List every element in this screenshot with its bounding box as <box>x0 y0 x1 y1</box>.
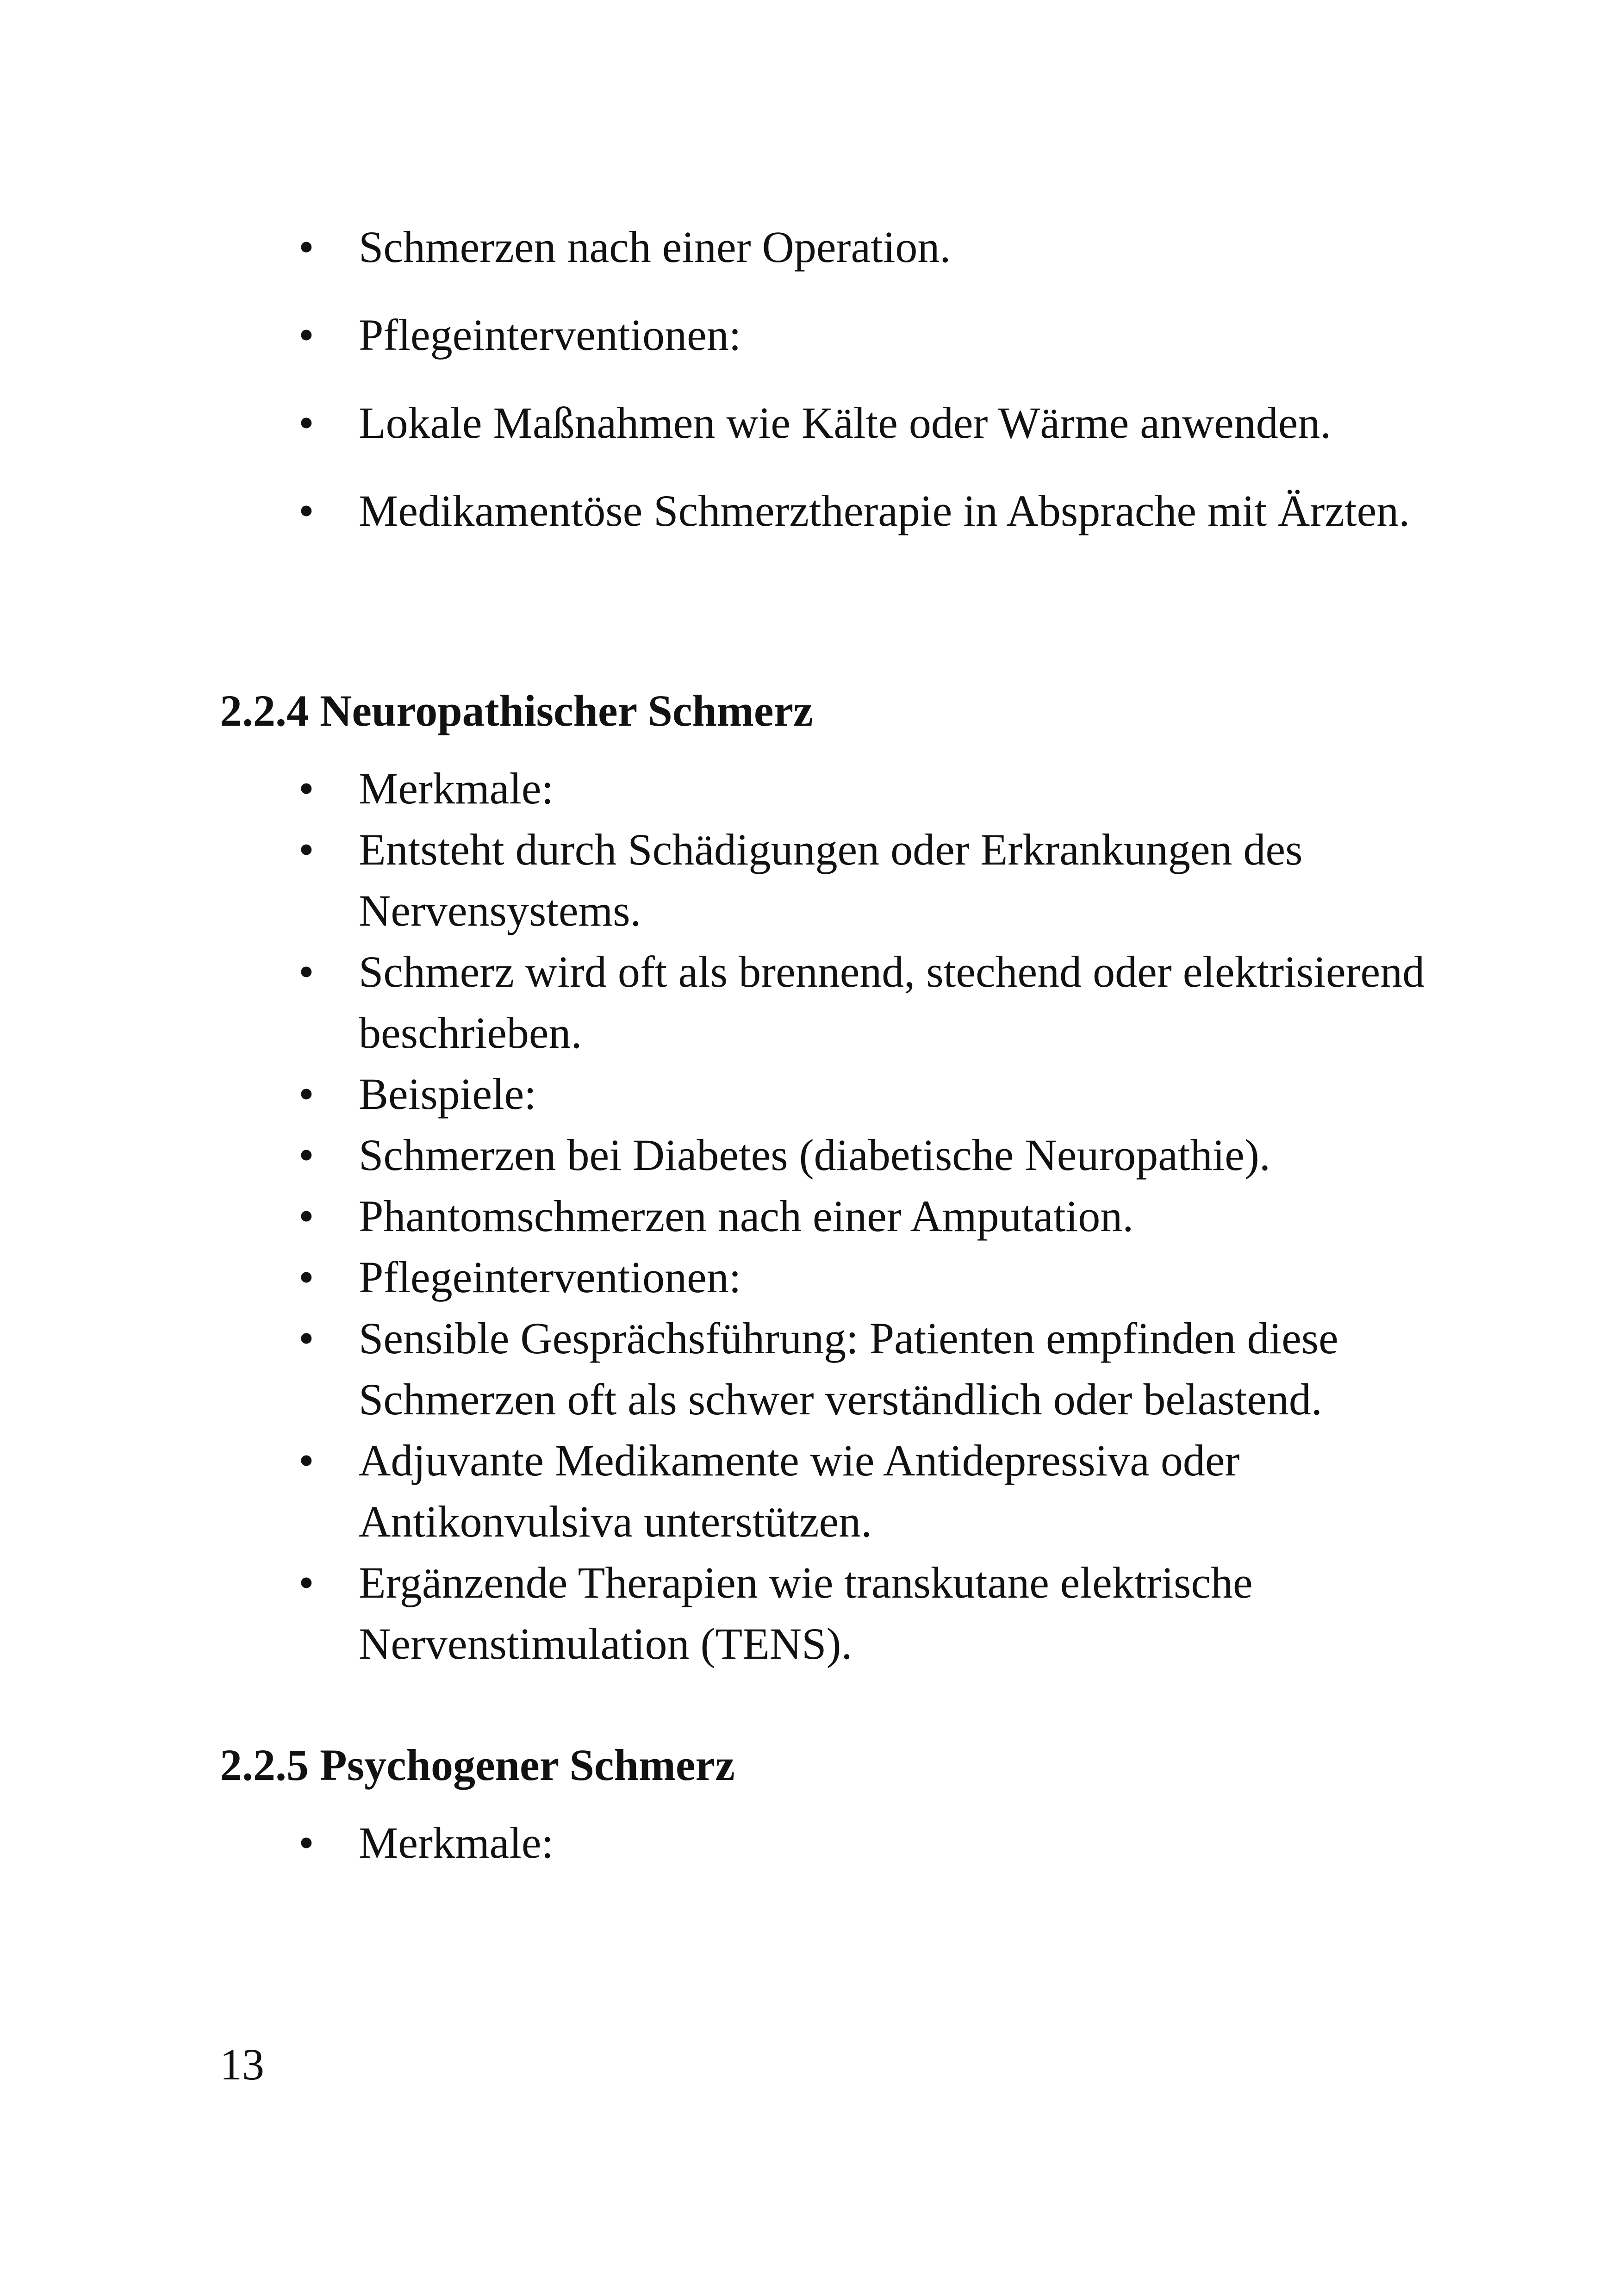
section-heading-psychogenic: 2.2.5 Psychogener Schmerz <box>220 1740 735 1790</box>
list-item: • Pflegeinterventionen: <box>0 305 1586 366</box>
list-item: • Sensible Gesprächsführung: Patienten empfinden diese Schmerzen oft als schwer verständlich oder belastend. <box>0 1308 1618 1430</box>
list-item: • Ergänzende Therapien wie transkutane elektrische Nervenstimulation (TENS). <box>0 1552 1618 1674</box>
list-item: • Phantomschmerzen nach einer Amputation. <box>0 1186 1618 1247</box>
bullet-list-neuropathic <box>0 758 1618 1674</box>
list-item: • Entsteht durch Schädigungen oder Erkrankungen des Nervensystems. <box>0 819 1618 941</box>
list-item: • Merkmale: <box>0 1812 729 1873</box>
list-item: • Schmerzen bei Diabetes (diabetische Neuropathie). <box>0 1125 1618 1186</box>
list-item: • Beispiele: <box>0 1064 1618 1125</box>
list-item: • Lokale Maßnahmen wie Kälte oder Wärme anwenden. <box>0 392 1586 454</box>
list-item: • Pflegeinterventionen: <box>0 1247 1618 1308</box>
bullet-list-psychogenic <box>0 1812 729 1873</box>
section-heading-neuropathic: 2.2.4 Neuropathischer Schmerz <box>220 686 813 735</box>
list-item: • Schmerzen nach einer Operation. <box>0 217 1586 278</box>
page-number: 13 <box>220 2040 264 2089</box>
list-item: • Merkmale: <box>0 758 1618 819</box>
list-item: • Schmerz wird oft als brennend, stechend oder elektrisierend beschrieben. <box>0 941 1618 1064</box>
bullet-list-continued <box>0 217 1586 541</box>
list-item: • Medikamentöse Schmerztherapie in Absprache mit Ärzten. <box>0 480 1586 541</box>
list-item: • Adjuvante Medikamente wie Antidepressiva oder Antikonvulsiva unterstützen. <box>0 1430 1618 1552</box>
